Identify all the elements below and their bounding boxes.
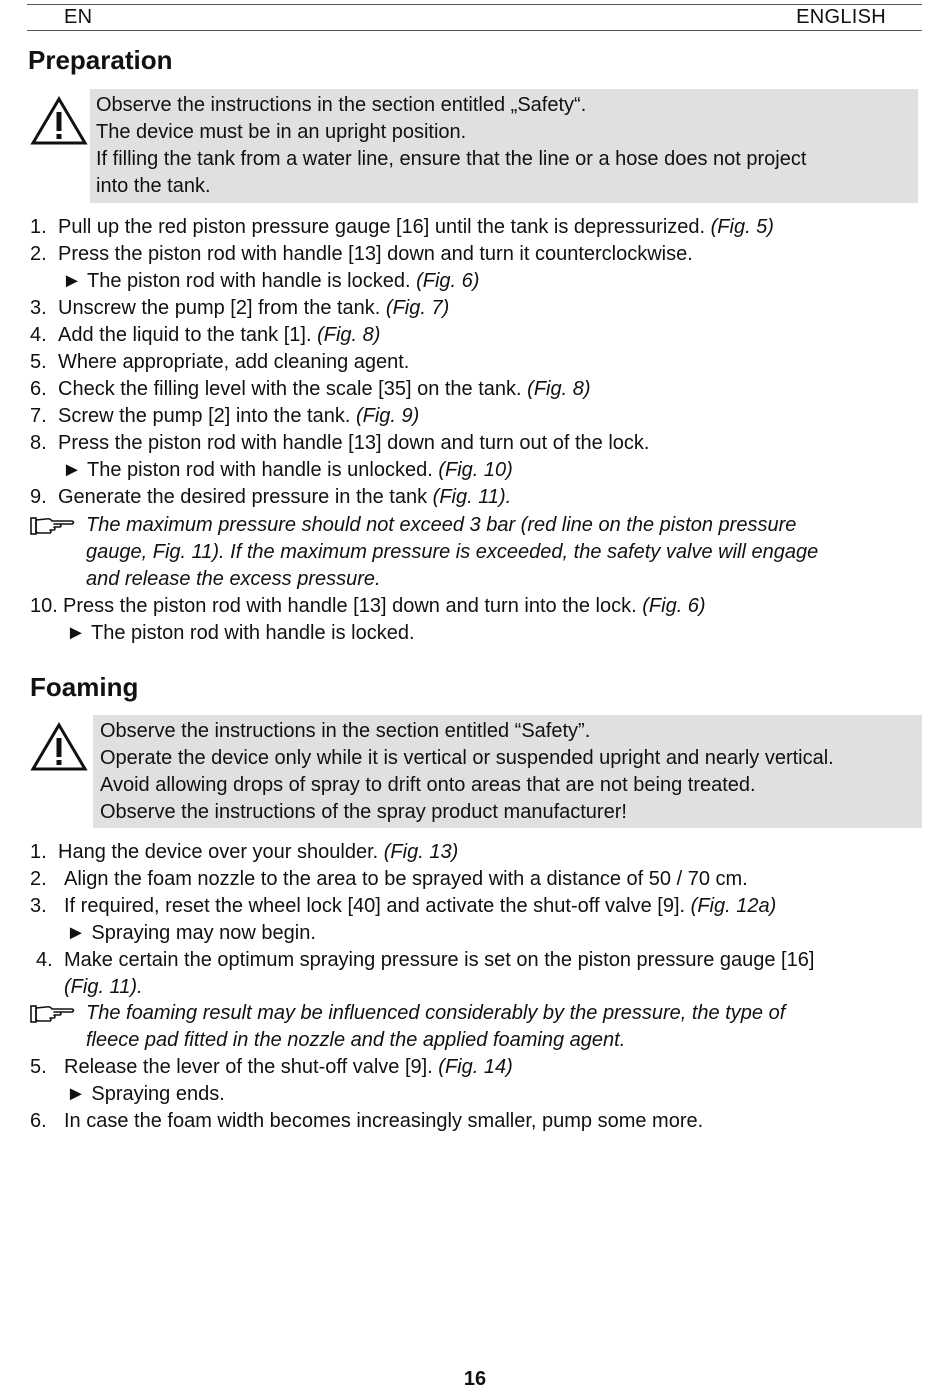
note-line: The foaming result may be influenced considerably by the pressure, the type of — [86, 1002, 786, 1024]
step-text — [64, 1056, 513, 1079]
foaming-warning-line: Observe the instructions of the spray product manufacturer! — [100, 801, 627, 823]
step-text — [58, 432, 649, 455]
note-line: gauge, Fig. 11). If the maximum pressure is exceeded, the safety valve will engage — [86, 541, 819, 563]
preparation-warning-line: into the tank. — [96, 175, 211, 197]
header-lang-code: EN — [64, 6, 93, 28]
step-number: 10. — [30, 595, 58, 617]
step-text — [58, 351, 409, 374]
step-body: In case the foam width becomes increasingly smaller, pump some more. — [64, 1110, 704, 1132]
step-result — [62, 459, 513, 482]
step-body: Where appropriate, add cleaning agent. — [58, 351, 410, 373]
step-body: If required, reset the wheel lock [40] and activate the shut-off valve [9]. — [64, 895, 691, 917]
figure-reference: (Fig. 12a) — [690, 895, 777, 917]
step-body: Screw the pump [2] into the tank. — [58, 405, 356, 427]
step-number: 7. — [30, 405, 47, 427]
step-body: Add the liquid to the tank [1]. — [58, 324, 318, 346]
figure-reference: (Fig. 14) — [438, 1056, 513, 1078]
figure-reference: (Fig. 7) — [385, 297, 450, 319]
step-body: Check the filling level with the scale [35] on the tank. — [58, 378, 528, 400]
step-body: ► The piston rod with handle is locked. — [66, 622, 415, 644]
note-line: and release the excess pressure. — [86, 568, 381, 590]
header-bottom-rule — [27, 30, 922, 31]
step-body: Press the piston rod with handle [13] down and turn into the lock. — [63, 595, 643, 617]
step-text — [64, 895, 776, 918]
step-text — [58, 216, 774, 239]
step-body: ► Spraying may now begin. — [66, 922, 316, 944]
step-text — [58, 324, 380, 347]
step-body: Pull up the red piston pressure gauge [16] until the tank is depressurized. — [58, 216, 711, 238]
step-number: 6. — [30, 1110, 47, 1132]
preparation-warning-line: If filling the tank from a water line, ensure that the line or a hose does not project — [96, 148, 807, 170]
warning-triangle-icon — [30, 96, 88, 146]
step-number: 2. — [30, 868, 47, 890]
step-number: 5. — [30, 351, 47, 373]
figure-reference: (Fig. 8) — [527, 378, 591, 400]
step-body: Generate the desired pressure in the tank — [58, 486, 433, 508]
step-text — [64, 868, 748, 891]
step-number: 4. — [30, 324, 47, 346]
step-result — [66, 622, 415, 645]
step-text — [64, 949, 814, 972]
foaming-warning-line: Operate the device only while it is vertical or suspended upright and nearly vertical. — [100, 747, 834, 769]
step-result — [66, 922, 316, 945]
step-text — [64, 1110, 703, 1133]
step-text — [58, 841, 458, 864]
figure-reference: (Fig. 10) — [438, 459, 513, 481]
step-text — [63, 595, 706, 618]
step-result — [62, 270, 479, 293]
step-text — [58, 378, 591, 401]
step-body: Hang the device over your shoulder. — [58, 841, 384, 863]
step-body: ► Spraying ends. — [66, 1083, 225, 1105]
step-body: Press the piston rod with handle [13] down and turn it counterclockwise. — [58, 243, 693, 265]
step-text — [58, 243, 693, 266]
note-line: fleece pad fitted in the nozzle and the applied foaming agent. — [86, 1029, 626, 1051]
step-body: Align the foam nozzle to the area to be sprayed with a distance of 50 / 70 cm. — [64, 868, 748, 890]
step-number: 4. — [36, 949, 53, 971]
step-text — [58, 297, 449, 320]
step-text — [58, 486, 511, 509]
step-number: 2. — [30, 243, 47, 265]
step-number: 3. — [30, 297, 47, 319]
foaming-warning-line: Avoid allowing drops of spray to drift onto areas that are not being treated. — [100, 774, 756, 796]
step-body: Press the piston rod with handle [13] down and turn out of the lock. — [58, 432, 650, 454]
figure-reference: (Fig. 13) — [383, 841, 459, 863]
step-body: Unscrew the pump [2] from the tank. — [58, 297, 386, 319]
figure-reference: (Fig. 6) — [416, 270, 480, 292]
page-number: 16 — [463, 1368, 487, 1390]
step-body: ► The piston rod with handle is locked. — [62, 270, 417, 292]
step-result — [66, 1083, 225, 1106]
note-line: The maximum pressure should not exceed 3 bar (red line on the piston pressure — [86, 514, 797, 536]
step-body: ► The piston rod with handle is unlocked. — [62, 459, 439, 481]
step-number: 1. — [30, 841, 47, 863]
figure-reference: (Fig. 11). — [432, 486, 512, 508]
step-number: 9. — [30, 486, 47, 508]
foaming-warning-line: Observe the instructions in the section entitled “Safety”. — [100, 720, 591, 742]
section-title-preparation: Preparation — [28, 45, 173, 75]
pointing-hand-icon — [30, 1004, 76, 1024]
figure-reference: (Fig. 8) — [317, 324, 381, 346]
step-number: 1. — [30, 216, 47, 238]
section-title-foaming: Foaming — [30, 672, 139, 702]
step-continuation — [64, 976, 143, 999]
header-top-rule — [27, 4, 922, 5]
figure-reference: (Fig. 6) — [642, 595, 706, 617]
figure-reference: (Fig. 9) — [355, 405, 420, 427]
step-number: 3. — [30, 895, 47, 917]
preparation-warning-line: The device must be in an upright position. — [96, 121, 467, 143]
figure-reference: (Fig. 11). — [64, 976, 143, 998]
step-text — [58, 405, 419, 428]
step-body: Release the lever of the shut-off valve [9]. — [64, 1056, 439, 1078]
warning-triangle-icon — [30, 722, 88, 772]
step-number: 6. — [30, 378, 47, 400]
step-body: Make certain the optimum spraying pressure is set on the piston pressure gauge [16] — [64, 949, 815, 971]
figure-reference: (Fig. 5) — [710, 216, 774, 238]
step-number: 8. — [30, 432, 47, 454]
preparation-warning-line: Observe the instructions in the section entitled „Safety“. — [96, 94, 587, 116]
pointing-hand-icon — [30, 516, 76, 536]
step-number: 5. — [30, 1056, 47, 1078]
header-lang-name: ENGLISH — [796, 6, 886, 28]
